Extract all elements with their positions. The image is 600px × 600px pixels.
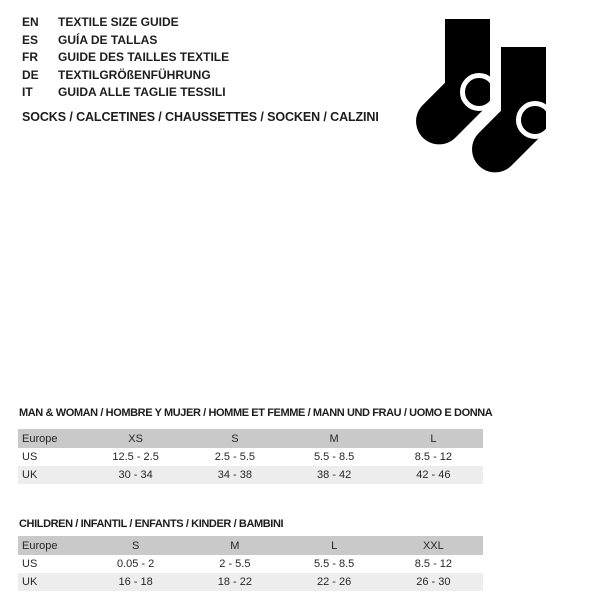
table-title-adults: MAN & WOMAN / HOMBRE Y MUJER / HOMME ET FEMME / MANN UND FRAU / UOMO E DONNA bbox=[19, 407, 493, 419]
size-value-cell: 18 - 22 bbox=[185, 573, 284, 591]
size-table-section-adults bbox=[18, 407, 493, 484]
region-label: US bbox=[22, 558, 38, 570]
language-row bbox=[22, 15, 229, 33]
language-guide-label: TEXTILGRÖßENFÜHRUNG bbox=[58, 67, 211, 82]
size-value-cell: 5.5 - 8.5 bbox=[313, 558, 355, 570]
language-guide-label: GUIDA ALLE TAGLIE TESSILI bbox=[58, 85, 226, 100]
region-column-header: Europe bbox=[18, 536, 86, 555]
size-value-cell: 8.5 - 12 bbox=[414, 451, 453, 463]
size-column-header: XXL bbox=[384, 536, 483, 555]
table-row bbox=[18, 466, 483, 484]
language-row bbox=[22, 50, 229, 68]
table-header-row bbox=[18, 536, 483, 555]
size-value-cell: 42 - 46 bbox=[384, 466, 483, 484]
table-header-row bbox=[18, 429, 483, 448]
size-table-children bbox=[18, 536, 483, 591]
region-label: US bbox=[22, 451, 38, 463]
size-value-cell: 0.05 - 2 bbox=[116, 558, 155, 570]
language-row bbox=[22, 85, 229, 103]
language-code: IT bbox=[22, 85, 33, 100]
size-column-header: XS bbox=[86, 429, 185, 448]
size-value-cell: 2 - 5.5 bbox=[219, 558, 251, 570]
language-guide-label: GUÍA DE TALLAS bbox=[58, 32, 158, 47]
size-value-cell: 8.5 - 12 bbox=[414, 558, 453, 570]
size-value-cell: 26 - 30 bbox=[384, 573, 483, 591]
size-column-header: S bbox=[185, 429, 284, 448]
size-table-adults bbox=[18, 429, 483, 484]
size-value-cell: 30 - 34 bbox=[86, 466, 185, 484]
language-guide-label: TEXTILE SIZE GUIDE bbox=[58, 15, 179, 29]
size-column-header: M bbox=[185, 536, 284, 555]
language-code: DE bbox=[22, 67, 39, 82]
size-value-cell: 38 - 42 bbox=[285, 466, 384, 484]
size-column-header: M bbox=[285, 429, 384, 448]
table-title-children: CHILDREN / INFANTIL / ENFANTS / KINDER / BAMBINI bbox=[19, 518, 284, 530]
size-column-header: L bbox=[384, 429, 483, 448]
language-guide-label: GUIDE DES TAILLES TEXTILE bbox=[58, 50, 230, 65]
socks-icon bbox=[403, 12, 563, 180]
size-value-cell: 5.5 - 8.5 bbox=[313, 451, 355, 463]
size-column-header: L bbox=[285, 536, 384, 555]
region-column-header: Europe bbox=[18, 429, 86, 448]
table-row bbox=[18, 555, 483, 573]
region-label: UK bbox=[18, 466, 86, 484]
product-category-title: SOCKS / CALCETINES / CHAUSSETTES / SOCKEN / CALZINI bbox=[22, 110, 379, 124]
language-title-list bbox=[22, 15, 229, 103]
sock-shape bbox=[416, 19, 490, 144]
size-column-header: S bbox=[86, 536, 185, 555]
language-code: ES bbox=[22, 32, 39, 47]
size-value-cell: 2.5 - 5.5 bbox=[214, 451, 256, 463]
table-row bbox=[18, 448, 483, 466]
language-code: EN bbox=[22, 15, 39, 29]
size-value-cell: 12.5 - 2.5 bbox=[112, 451, 159, 463]
language-code: FR bbox=[22, 50, 38, 65]
size-value-cell: 16 - 18 bbox=[86, 573, 185, 591]
size-value-cell: 34 - 38 bbox=[185, 466, 284, 484]
language-row bbox=[22, 33, 229, 51]
size-value-cell: 22 - 26 bbox=[285, 573, 384, 591]
table-row bbox=[18, 573, 483, 591]
region-label: UK bbox=[18, 573, 86, 591]
size-table-section-children bbox=[18, 518, 483, 591]
language-row bbox=[22, 68, 229, 86]
